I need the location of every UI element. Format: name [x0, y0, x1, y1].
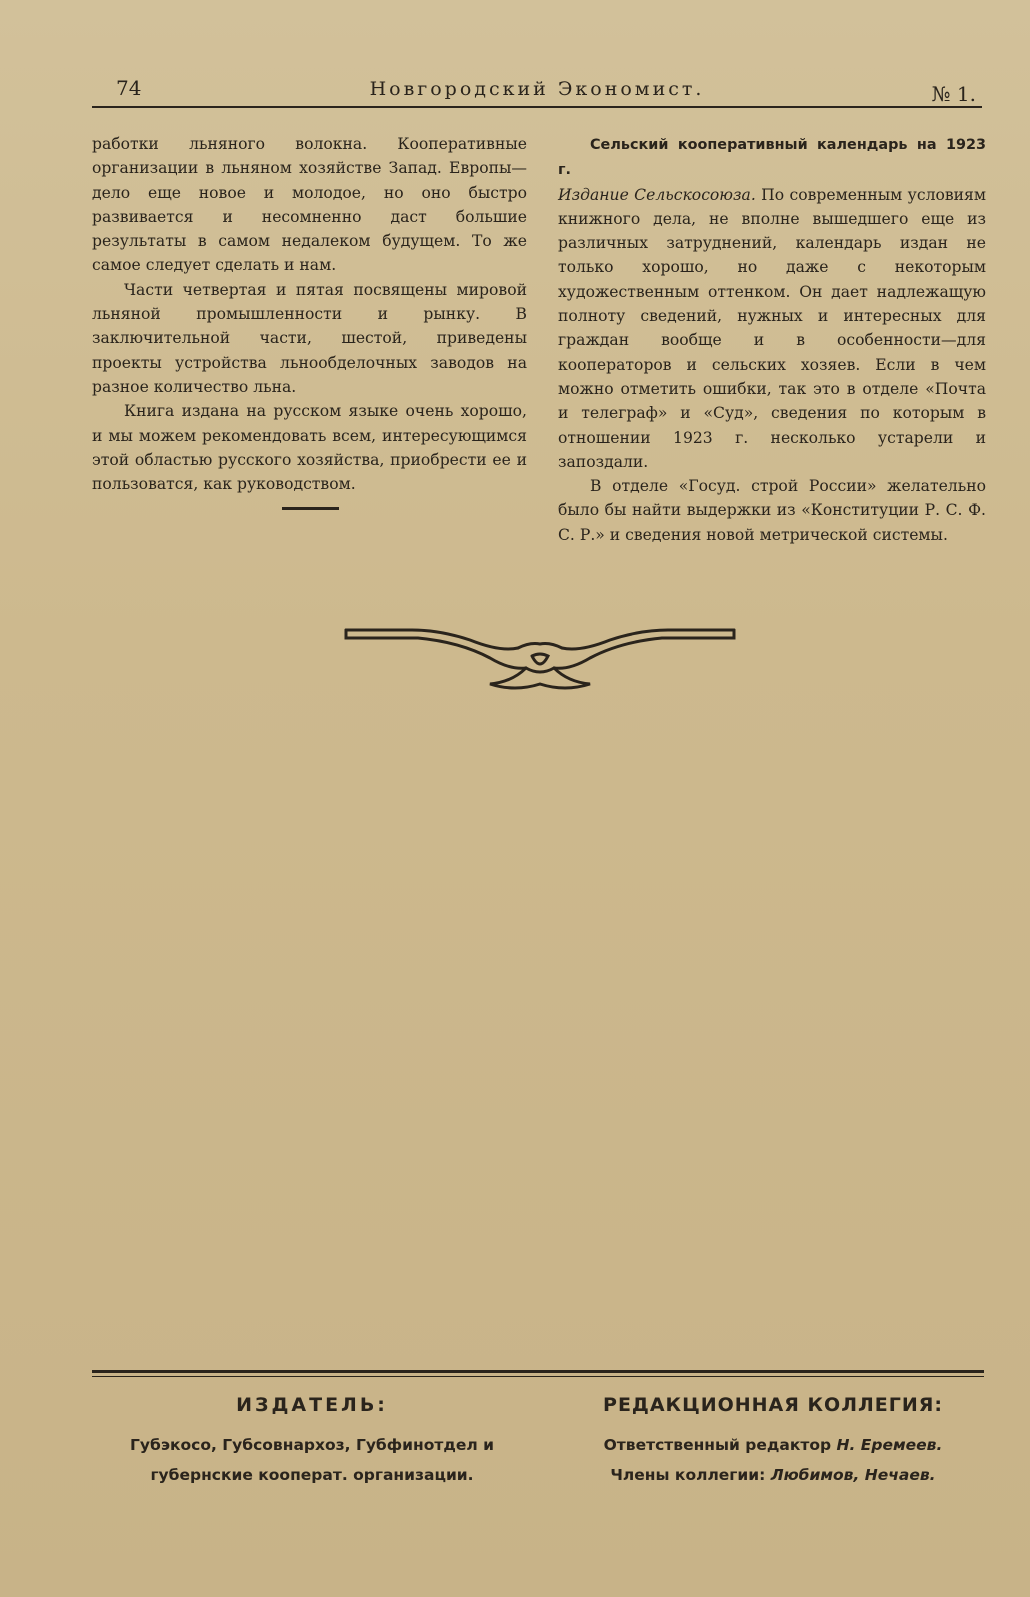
- left-paragraph-2: Части четвертая и пятая посвящены мировой льняной промышленности и рынку. В заключительной части, шестой, приведены проекты устройства льнообделочных заводов на разное количество льна.: [92, 280, 527, 396]
- right-paragraph-1: [558, 132, 986, 474]
- members-line: [558, 1460, 988, 1490]
- left-paragraph-1: работки льняного волокна. Кооперативные организации в льняном хозяйстве Запад. Европы—дело еще новое и молодое, но оно быстро развивается и несомненно даст большие результаты в самом недалеком будущем. То же самое следует сделать и нам.: [92, 135, 527, 275]
- editor-line: [558, 1430, 988, 1460]
- page-number: 74: [116, 76, 142, 100]
- review-publisher: Издание Сельскосоюза.: [558, 185, 756, 204]
- footer-rule-thin: [92, 1376, 984, 1377]
- review-text: По современным условиям книжного дела, не вполне вышедшего еще из различных затруднений, календарь издан не только хорошо, но даже с некоторым художественным оттенком. Он дает надлежащую полноту сведений, нужных и интересных для граждан вообще и в особенности—для кооператоров и сельских хозяев. Если в чем можно отметить ошибки, так это в отделе «Почта и телеграф» и «Суд», сведения по которым в отношении 1923 г. несколько устарели и запоздали.: [558, 185, 986, 471]
- page-header: [92, 74, 982, 108]
- header-rule: [92, 106, 982, 108]
- issue-number: № 1.: [931, 82, 976, 106]
- editor-label: Ответственный редактор: [603, 1436, 832, 1454]
- editorial-board-block: [558, 1394, 988, 1490]
- journal-title: Новгородский Экономист.: [369, 78, 705, 100]
- publisher-line-1: Губэкосо, Губсовнархоз, Губфинотдел и: [130, 1436, 494, 1454]
- review-title: Сельский кооперативный календарь на 1923 г.: [558, 137, 986, 179]
- right-paragraph-2: В отделе «Госуд. строй России» желательно было бы найти выдержки из «Конституции Р. С. Ф. С. Р.» и сведения новой метрической системы.: [558, 477, 986, 544]
- publisher-block: [92, 1394, 532, 1490]
- left-column: [92, 132, 527, 496]
- left-paragraph-3: Книга издана на русском языке очень хорошо, и мы можем рекомендовать всем, интересующимся этой областью русского хозяйства, приобрести ее и пользоватся, как руководством.: [92, 402, 527, 494]
- publisher-heading: ИЗДАТЕЛЬ:: [236, 1394, 388, 1416]
- members-names: Любимов, Нечаев.: [770, 1466, 936, 1484]
- editor-name: Н. Еремеев.: [836, 1436, 943, 1454]
- right-column: [558, 132, 986, 547]
- members-label: Члены коллегии:: [610, 1466, 766, 1484]
- footer-rule-thick: [92, 1370, 984, 1373]
- ornament-divider-icon: [340, 622, 740, 694]
- publisher-line-2: губернские кооперат. организации.: [150, 1466, 474, 1484]
- editorial-board-heading: РЕДАКЦИОННАЯ КОЛЛЕГИЯ:: [603, 1394, 943, 1416]
- section-end-rule: [282, 507, 339, 510]
